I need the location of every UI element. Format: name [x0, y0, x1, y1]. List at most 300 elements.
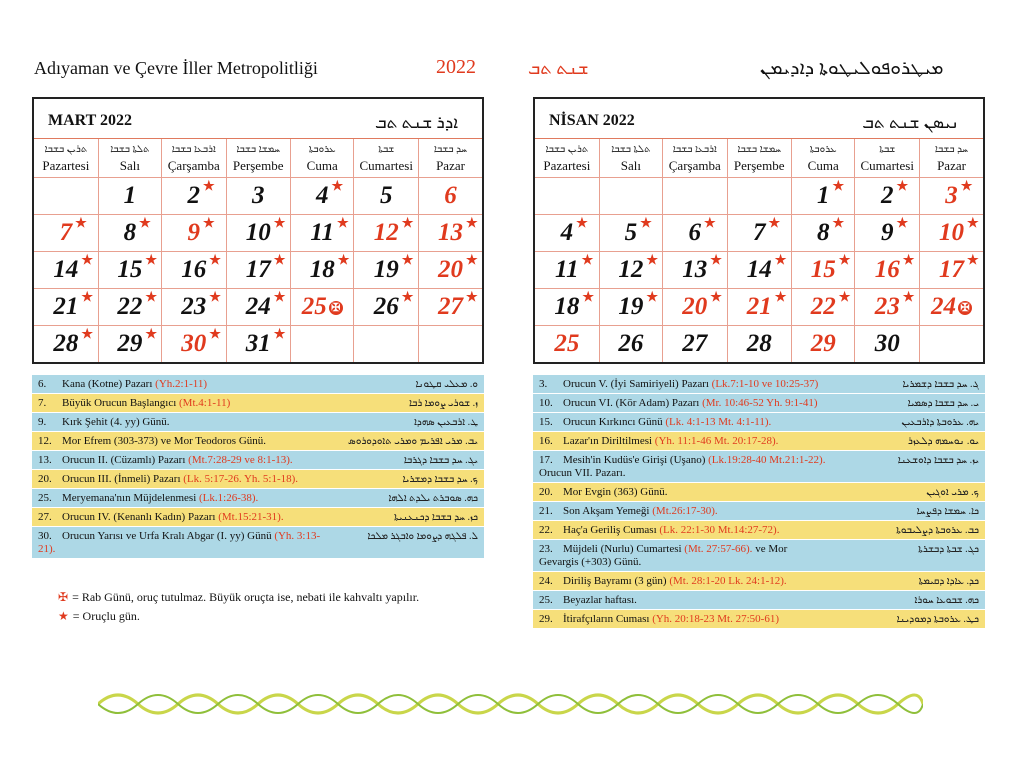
event-day: 16. — [539, 435, 553, 447]
day-cell — [663, 214, 727, 251]
day-number: 2 — [880, 181, 894, 209]
event-syriac: ܝ. ܚܕ ܒܫܒܐ ܕܣܡܝܐ — [907, 398, 979, 409]
star-icon: ★ — [145, 251, 158, 267]
day-cell — [419, 214, 483, 251]
day-cell — [855, 251, 920, 288]
star-icon: ★ — [581, 251, 594, 267]
day-cell — [663, 288, 727, 325]
day-header — [791, 139, 855, 177]
day-number: 1 — [816, 181, 830, 209]
syriac-year: ܫܢܬ ܬܒ — [528, 58, 589, 78]
event-syriac: ܝܗ. ܥܪܘܒܬܐ ܕܐܪܒܥܝܢ — [901, 417, 979, 428]
star-icon: ★ — [646, 251, 659, 267]
legend-cross — [58, 590, 419, 605]
day-number: 16 — [874, 255, 900, 283]
event-row — [533, 393, 985, 412]
day-cell — [34, 251, 98, 288]
event-title: Orucun V. (İyi Samiriyeli) Pazarı — [563, 378, 709, 390]
star-icon: ★ — [902, 251, 915, 267]
event-day: 9. — [38, 416, 47, 428]
day-cell — [226, 288, 290, 325]
day-header-label: Pazartesi — [42, 157, 90, 173]
event-reference: (Lk.7:1-10 ve 10:25-37) — [711, 378, 819, 390]
day-header-label: Cuma — [306, 157, 338, 173]
day-cell — [791, 177, 855, 214]
star-icon: ★ — [273, 214, 286, 230]
event-title-extra: ve Mor Gevargis (+303) Günü. — [539, 543, 788, 568]
day-cell — [34, 177, 98, 214]
event-title: Haç'a Geriliş Cuması — [563, 524, 657, 536]
event-title: Büyük Orucun Başlangıcı — [62, 397, 177, 409]
star-icon: ★ — [337, 251, 350, 267]
day-cell — [920, 177, 984, 214]
day-cell — [419, 177, 483, 214]
day-header-label: Pazartesi — [543, 157, 591, 173]
star-icon: ★ — [337, 214, 349, 230]
event-syriac: ܝܘ. ܢܘܚܡܗ ܕܠܥܙܪ — [908, 436, 979, 447]
day-header — [419, 139, 483, 177]
day-header-label: Cuma — [807, 157, 839, 173]
star-icon: ★ — [401, 214, 414, 230]
day-number: 5 — [379, 181, 393, 209]
day-cell — [663, 251, 727, 288]
event-title: Orucun VI. (Kör Adam) Pazarı — [563, 397, 700, 409]
event-day: 20. — [38, 473, 52, 485]
star-icon: ★ — [896, 214, 909, 230]
day-number: 27 — [682, 329, 708, 357]
event-day: 25. — [539, 594, 553, 606]
event-day: 13. — [38, 454, 52, 466]
day-header-syriac: ܚܡܫܐ ܒܫܒܐ — [737, 143, 782, 155]
day-cell — [354, 325, 419, 362]
event-day: 25. — [38, 492, 52, 504]
march-events-list — [32, 374, 484, 558]
day-number: 8 — [123, 218, 137, 246]
cross-icon: ✠ — [958, 301, 972, 315]
event-day: 22. — [539, 524, 553, 536]
day-header — [34, 139, 98, 177]
day-header-syriac: ܬܠܬܐ ܒܫܒܐ — [611, 143, 651, 155]
legend-star — [58, 609, 419, 624]
event-day: 3. — [539, 378, 548, 390]
day-cell — [727, 177, 791, 214]
event-row — [32, 526, 484, 558]
event-reference: (Yh. 20:18-23 Mt. 27:50-61) — [652, 613, 779, 625]
star-icon: ★ — [273, 251, 286, 267]
march-syriac-title: ܐܕܪ ܫܢܬ ܬܒ — [374, 113, 458, 132]
event-reference: (Lk.19:28-40 Mt.21:1-22). — [708, 454, 826, 466]
day-cell — [920, 288, 984, 325]
event-title: Son Akşam Yemeği — [563, 505, 650, 517]
day-number: 4 — [560, 218, 574, 246]
day-number: 27 — [438, 292, 463, 320]
day-number: 17 — [245, 255, 271, 283]
star-icon: ★ — [710, 251, 722, 267]
day-number: 14 — [746, 255, 772, 283]
day-number: 10 — [245, 218, 271, 246]
day-cell — [791, 214, 855, 251]
event-day: 7. — [38, 397, 47, 409]
event-reference: (Yh. 3:13-21). — [38, 530, 321, 555]
event-row — [533, 412, 985, 431]
star-icon: ★ — [902, 288, 915, 304]
day-cell — [419, 251, 483, 288]
floral-border-ornament — [98, 686, 923, 722]
day-cell — [226, 177, 290, 214]
event-day: 30. — [38, 530, 52, 542]
day-number: 7 — [59, 218, 73, 246]
event-reference: (Mt.7:28-29 ve 8:1-13). — [188, 454, 293, 466]
day-header-label: Pazar — [937, 157, 966, 173]
day-number: 25 — [554, 329, 580, 357]
day-cell — [727, 325, 791, 362]
day-number: 30 — [181, 329, 207, 357]
star-icon: ★ — [768, 214, 781, 230]
event-title: Müjdeli (Nurlu) Cumartesi — [563, 543, 682, 555]
day-cell — [663, 325, 727, 362]
event-title: Mesih'in Kudüs'e Girişi (Uşano) — [563, 454, 706, 466]
day-cell — [599, 177, 662, 214]
event-reference: (Mt. 27:57-66). — [684, 543, 753, 555]
day-cell — [535, 214, 599, 251]
day-number: 3 — [945, 181, 958, 209]
event-day: 17. — [539, 454, 553, 466]
april-events-list — [533, 374, 985, 628]
april-title: NİSAN 2022 — [549, 112, 635, 129]
day-header-syriac: ܫܒܬܐ — [879, 143, 896, 155]
day-header-syriac: ܬܪܝܢ ܒܫܒܐ — [545, 143, 589, 155]
day-number: 7 — [752, 218, 766, 246]
day-cell — [226, 214, 290, 251]
star-icon: ★ — [209, 325, 221, 341]
day-cell — [98, 325, 161, 362]
event-row — [533, 571, 985, 590]
event-title: Kırk Şehit (4. yy) Günü. — [62, 416, 170, 428]
star-icon: ★ — [774, 288, 787, 304]
day-cell — [226, 325, 290, 362]
day-number: 21 — [53, 292, 79, 320]
day-number: 15 — [117, 255, 143, 283]
day-cell — [855, 177, 920, 214]
event-reference: (Yh.2:1-11) — [155, 378, 207, 390]
event-reference: (Mr. 10:46-52 Yh. 9:1-41) — [702, 397, 818, 409]
day-number: 4 — [315, 181, 329, 209]
star-icon: ★ — [838, 251, 851, 267]
day-header-syriac: ܚܕ ܒܫܒܐ — [433, 143, 468, 155]
day-number: 9 — [880, 218, 894, 246]
star-icon: ★ — [401, 288, 414, 304]
day-cell — [727, 288, 791, 325]
march-calendar — [32, 97, 484, 364]
day-cell — [98, 214, 161, 251]
event-syriac: ܠ. ܦܠܓܗ ܕܨܘܡܐ ܘܐܒܓܪ ܡܠܟܐ — [367, 531, 478, 542]
legend — [58, 590, 419, 624]
legend-cross-text: = Rab Günü, oruç tutulmaz. Büyük oruçta ise, nebati ile kahvaltı yapılır. — [72, 590, 420, 604]
day-cell — [599, 251, 662, 288]
day-header — [162, 139, 226, 177]
event-syriac: ܟܐ. ܚܡܫܐ ܕܦܨܚܐ — [916, 506, 979, 517]
day-header-syriac: ܚܡܫܐ ܒܫܒܐ — [236, 143, 281, 155]
day-number: 3 — [251, 181, 265, 209]
day-cell — [791, 251, 855, 288]
event-day: 6. — [38, 378, 47, 390]
day-cell — [354, 251, 419, 288]
event-title: Lazar'ın Diriltilmesi — [563, 435, 653, 447]
day-number: 19 — [373, 255, 399, 283]
day-cell — [791, 288, 855, 325]
star-icon: ★ — [75, 214, 87, 230]
day-number: 28 — [53, 329, 79, 357]
star-icon: ★ — [209, 288, 221, 304]
day-cell — [920, 214, 984, 251]
day-cell — [34, 325, 98, 362]
star-icon: ★ — [401, 251, 414, 267]
day-number: 15 — [810, 255, 836, 283]
day-number: 31 — [245, 329, 271, 357]
event-day: 12. — [38, 435, 52, 447]
day-cell — [663, 177, 727, 214]
day-number: 26 — [618, 329, 644, 357]
event-title: Beyazlar haftası. — [563, 594, 637, 606]
day-cell — [791, 325, 855, 362]
event-row — [533, 501, 985, 520]
event-row — [533, 539, 985, 571]
event-row — [32, 412, 484, 431]
star-icon: ★ — [273, 288, 286, 304]
event-title: Meryemana'nın Müjdelenmesi — [62, 492, 197, 504]
star-icon: ★ — [466, 251, 478, 267]
event-day: 10. — [539, 397, 553, 409]
star-icon: ★ — [838, 288, 851, 304]
event-title: Diriliş Bayramı (3 gün) — [563, 575, 667, 587]
day-header-label: Salı — [620, 157, 641, 173]
day-number: 21 — [746, 292, 772, 320]
day-cell — [419, 288, 483, 325]
day-number: 10 — [939, 218, 964, 246]
day-number: 6 — [688, 218, 702, 246]
star-icon: ★ — [967, 214, 979, 230]
march-title: MART 2022 — [48, 112, 133, 129]
day-number: 11 — [310, 218, 334, 246]
day-cell — [34, 214, 98, 251]
metropolitan-title: Adıyaman ve Çevre İller Metropolitliği — [34, 58, 318, 78]
day-number: 18 — [309, 255, 335, 283]
event-syriac: ܟܕ. ܥܐܕܐ ܕܩܝܡܬܐ — [918, 576, 979, 587]
april-grid — [535, 139, 983, 362]
event-title: İtirafçıların Cuması — [563, 613, 650, 625]
event-row — [32, 488, 484, 507]
star-icon: ★ — [145, 288, 158, 304]
day-number: 16 — [181, 255, 207, 283]
event-day: 21. — [539, 505, 553, 517]
day-cell — [162, 325, 226, 362]
day-header — [727, 139, 791, 177]
event-syriac: ܓ. ܚܕ ܒܫܒܐ ܕܫܡܪܝܐ — [902, 379, 979, 390]
day-header-label: Cumartesi — [860, 157, 914, 173]
day-cell — [162, 251, 226, 288]
day-header — [855, 139, 920, 177]
event-row — [533, 482, 985, 501]
event-syriac: ܙ. ܫܘܪܝ ܨܘܡܐ ܪܒܐ — [408, 398, 478, 409]
day-cell — [855, 288, 920, 325]
day-header — [599, 139, 662, 177]
day-number: 18 — [554, 292, 580, 320]
event-syriac: ܝܙ. ܚܕ ܒܫܒܐ ܕܐܘܫܥܢܐ — [897, 455, 979, 466]
syriac-title: ܡܝܛܪܘܦܘܠܝܛܘܬܐ ܕܐܕܝܡܢ — [760, 58, 944, 79]
event-syriac: ܛ. ܐܪܒܥܝܢ ܣܗܕܐ — [414, 417, 478, 428]
day-cell — [727, 214, 791, 251]
day-cell — [98, 288, 161, 325]
star-icon: ★ — [58, 609, 69, 623]
event-row — [32, 469, 484, 488]
day-number: 24 — [931, 292, 956, 320]
day-cell — [535, 251, 599, 288]
event-row — [533, 450, 985, 482]
day-header-label: Cumartesi — [359, 157, 413, 173]
event-syriac: ܟܒ. ܥܪܘܒܬܐ ܕܨܠܝܒܘܬܐ — [896, 525, 979, 536]
day-cell — [162, 177, 226, 214]
day-header-syriac: ܬܪܝܢ ܒܫܒܐ — [44, 143, 88, 155]
day-cell — [599, 214, 662, 251]
day-number: 13 — [438, 218, 463, 246]
day-number: 19 — [618, 292, 644, 320]
day-cell — [290, 288, 354, 325]
star-icon: ★ — [896, 177, 909, 193]
day-header-label: Salı — [119, 157, 140, 173]
day-number: 6 — [444, 181, 457, 209]
event-row — [533, 609, 985, 628]
star-icon: ★ — [832, 177, 845, 193]
event-syriac: ܟܙ. ܚܕ ܒܫܒܐ ܕܟܢܥܢܝܬܐ — [394, 512, 478, 523]
star-icon: ★ — [466, 214, 478, 230]
event-title: Orucun Kırkıncı Günü — [563, 416, 663, 428]
day-cell — [920, 251, 984, 288]
event-day: 29. — [539, 613, 553, 625]
day-number: 2 — [187, 181, 201, 209]
day-header-syriac: ܐܪܒܥܐ ܒܫܒܐ — [672, 143, 717, 155]
day-cell — [354, 177, 419, 214]
cross-icon: ✠ — [329, 301, 343, 315]
day-header-syriac: ܚܕ ܒܫܒܐ — [934, 143, 969, 155]
day-number: 5 — [624, 218, 638, 246]
star-icon: ★ — [640, 214, 652, 230]
march-grid — [34, 139, 482, 362]
day-number: 22 — [117, 292, 143, 320]
day-cell — [290, 214, 354, 251]
day-header — [354, 139, 419, 177]
star-icon: ★ — [646, 288, 659, 304]
day-header-syriac: ܬܠܬܐ ܒܫܒܐ — [110, 143, 150, 155]
event-row — [32, 431, 484, 450]
cross-icon: ✠ — [58, 590, 69, 604]
star-icon: ★ — [203, 177, 215, 193]
event-title-extra: Orucun VII. Pazarı. — [539, 467, 626, 479]
day-cell — [290, 177, 354, 214]
star-icon: ★ — [967, 251, 979, 267]
day-cell — [290, 325, 354, 362]
day-number: 14 — [53, 255, 79, 283]
event-day: 20. — [539, 486, 553, 498]
day-cell — [98, 251, 161, 288]
star-icon: ★ — [145, 325, 158, 341]
star-icon: ★ — [832, 214, 845, 230]
star-icon: ★ — [710, 288, 722, 304]
day-header — [920, 139, 984, 177]
day-number: 29 — [117, 329, 143, 357]
day-header — [226, 139, 290, 177]
event-row — [32, 450, 484, 469]
day-number: 12 — [618, 255, 644, 283]
event-reference: (Mt.26:17-30). — [652, 505, 718, 517]
day-header-label: Çarşamba — [668, 157, 721, 173]
event-reference: (Mt.15:21-31). — [218, 511, 284, 523]
event-syriac: ܟ. ܡܪܝ ܐܘܓܝܢ — [926, 487, 979, 498]
day-number: 29 — [810, 329, 836, 357]
day-number: 24 — [245, 292, 271, 320]
star-icon: ★ — [331, 177, 344, 193]
day-cell — [535, 325, 599, 362]
day-header-label: Perşembe — [232, 157, 284, 173]
day-cell — [290, 251, 354, 288]
star-icon: ★ — [774, 251, 787, 267]
day-number: 1 — [123, 181, 137, 209]
day-header-label: Çarşamba — [167, 157, 220, 173]
star-icon: ★ — [704, 214, 716, 230]
day-cell — [535, 288, 599, 325]
day-cell — [354, 214, 419, 251]
day-number: 30 — [874, 329, 900, 357]
year-label: 2022 — [436, 56, 476, 78]
event-title: Mor Efrem (303-373) ve Mor Teodoros Günü. — [62, 435, 267, 447]
event-row — [533, 520, 985, 539]
star-icon: ★ — [81, 251, 94, 267]
day-number: 11 — [555, 255, 579, 283]
day-header-syriac: ܫܒܬܐ — [378, 143, 395, 155]
star-icon: ★ — [273, 325, 286, 341]
day-header — [663, 139, 727, 177]
event-row — [533, 374, 985, 393]
day-number: 20 — [682, 292, 708, 320]
event-reference: (Lk. 4:1-13 Mt. 4:1-11). — [665, 416, 772, 428]
event-syriac: ܝܓ. ܚܕ ܒܫܒܐ ܕܓܪܒܐ — [403, 455, 478, 466]
day-cell — [34, 288, 98, 325]
day-cell — [599, 288, 662, 325]
day-number: 28 — [746, 329, 772, 357]
event-title: Kana (Kotne) Pazarı — [62, 378, 153, 390]
event-syriac: ܟܗ. ܣܘܒܪܬ ܝܠܕܬ ܐܠܗܐ — [388, 493, 478, 504]
day-cell — [354, 288, 419, 325]
april-syriac-title: ܢܝܣܢ ܫܢܬ ܬܒ — [862, 113, 959, 132]
day-cell — [162, 288, 226, 325]
event-syriac: ܟܛ. ܥܪܘܒܬܐ ܕܡܘܕܝܢܐ — [896, 614, 979, 625]
event-reference: (Mt. 28:1-20 Lk. 24:1-12). — [669, 575, 787, 587]
day-cell — [419, 325, 483, 362]
day-number: 25 — [301, 292, 327, 320]
event-syriac: ܟܗ. ܫܒܘܥܐ ܚܘܪܐ — [914, 595, 979, 606]
day-cell — [727, 251, 791, 288]
day-number: 12 — [373, 218, 399, 246]
day-number: 20 — [438, 255, 463, 283]
event-reference: (Lk. 5:17-26. Yh. 5:1-18). — [183, 473, 299, 485]
event-day: 24. — [539, 575, 553, 587]
event-row — [533, 431, 985, 450]
day-number: 13 — [682, 255, 708, 283]
day-cell — [855, 214, 920, 251]
event-row — [32, 393, 484, 412]
day-number: 22 — [810, 292, 836, 320]
event-syriac: ܟܓ. ܫܒܬܐ ܕܒܫܪܬܐ — [918, 544, 979, 555]
star-icon: ★ — [81, 288, 94, 304]
